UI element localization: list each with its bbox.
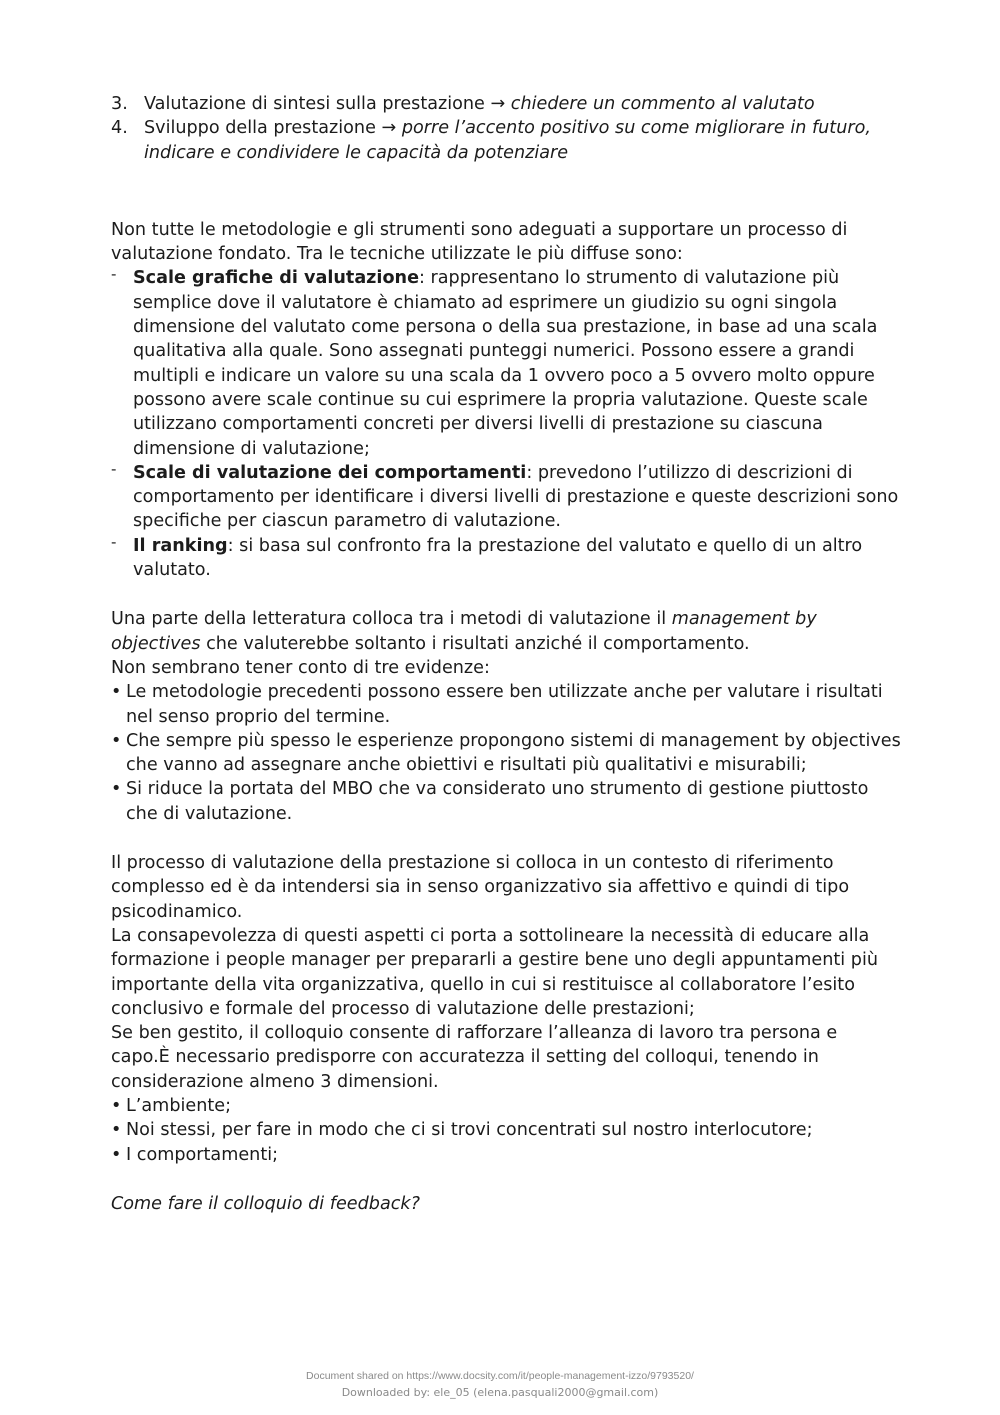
technique-text: : rappresentano lo strumento di valutazione più semplice dove il valutatore è chiamato ad esprimere un giudizio su ogni singola dimensione del valutato come persona o della sua prestazione, in base ad una scala qualitativa alla quale. Sono assegnati punteggi numerici. Possono essere a grandi multipli e indicare un valore su una scala da 1 ovvero poco a 5 ovvero molto oppure possono avere scale continue su cui esprimere la propria valutazione. Queste scale utilizzano comportamenti concreti per diversi livelli di prestazione su ciascuna dimensione di valutazione; xyxy=(133,268,878,459)
technique-title: Scale di valutazione dei comportamenti xyxy=(133,462,527,483)
closing-text: Come fare il colloquio di feedback? xyxy=(111,1193,420,1214)
dimensions-list xyxy=(111,1094,901,1167)
process-paragraph: Il processo di valutazione della prestazione si colloca in un contesto di riferimento complesso ed è da intendersi sia in senso organizzativo sia affettivo e quindi di tipo psicodinamico. xyxy=(111,853,850,922)
mbo-text-end: che valuterebbe soltanto i risultati anziché il comportamento. xyxy=(200,633,750,654)
list-item xyxy=(111,92,901,116)
technique-title: Scale grafiche di valutazione xyxy=(133,268,420,289)
mbo-text: Una parte della letteratura colloca tra i metodi di valutazione il xyxy=(111,609,672,630)
list-number: 4. xyxy=(111,118,128,139)
bullet-marker: • xyxy=(111,779,122,800)
list-item xyxy=(111,266,901,460)
dash-marker: - xyxy=(111,532,117,551)
technique-text: : prevedono l’utilizzo di descrizioni di comportamento per identificare i diversi livelli di prestazione e queste descrizioni sono specifiche per ciascun parametro di valutazione. xyxy=(133,462,899,532)
list-item xyxy=(111,461,901,534)
bullet-marker: • xyxy=(111,1144,122,1165)
mbo-bullet-list xyxy=(111,680,901,826)
bullet-text: Noi stessi, per fare in modo che ci si trovi concentrati sul nostro interlocutore; xyxy=(126,1120,813,1141)
bullet-marker: • xyxy=(111,1095,122,1116)
bullet-text: Si riduce la portata del MBO che va considerato uno strumento di gestione piuttosto che di valutazione. xyxy=(126,779,869,824)
list-item xyxy=(111,1094,901,1118)
dash-marker: - xyxy=(111,459,117,478)
technique-title: Il ranking xyxy=(133,535,228,556)
bullet-marker: • xyxy=(111,730,122,751)
bullet-text: I comportamenti; xyxy=(126,1144,279,1165)
list-item xyxy=(111,680,901,729)
bullet-text: Che sempre più spesso le esperienze propongono sistemi di management by objectives che vanno ad assegnare anche obiettivi e risultati più qualitativi e misurabili; xyxy=(126,730,901,776)
list-number: 3. xyxy=(111,94,128,114)
mbo-emphasis: management by objectives xyxy=(111,609,817,654)
list-text: Valutazione di sintesi sulla prestazione → xyxy=(144,94,511,114)
list-item xyxy=(111,116,901,165)
interview-paragraph: Se ben gestito, il colloquio consente di rafforzare l’alleanza di lavoro tra persona e capo.È necessario predisporre con accuratezza il setting del colloqui, tenendo in considerazione almeno 3 dimensioni. xyxy=(111,1023,838,1092)
list-item xyxy=(111,1118,901,1142)
list-text: Sviluppo della prestazione → xyxy=(144,118,402,139)
list-item xyxy=(111,777,901,826)
footer-downloaded-by: Downloaded by: ele_05 (elena.pasquali2000@gmail.com) xyxy=(341,1386,659,1399)
technique-text: : si basa sul confronto fra la prestazione del valutato e quello di un altro valutato. xyxy=(133,535,863,581)
list-emphasis: porre l’accento positivo su come migliorare in futuro, indicare e condividere le capacità da potenziare xyxy=(144,118,871,163)
list-item xyxy=(111,534,901,583)
intro-paragraph: Non tutte le metodologie e gli strumenti sono adeguati a supportare un processo di valutazione fondato. Tra le tecniche utilizzate le più diffuse sono: xyxy=(111,219,848,265)
bullet-text: Le metodologie precedenti possono essere ben utilizzate anche per valutare i risultati nel senso proprio del termine. xyxy=(126,682,883,727)
awareness-paragraph: La consapevolezza di questi aspetti ci porta a sottolineare la necessità di educare alla formazione i people manager per prepararli a gestire bene uno degli appuntamenti più importante della vita organizzativa, quello in cui si restituisce al collaboratore l’esito conclusivo e formale del processo di valutazione delle prestazioni; xyxy=(111,925,878,1019)
bullet-marker: • xyxy=(111,682,122,703)
list-emphasis: chiedere un commento al valutato xyxy=(510,94,815,114)
mbo-paragraph xyxy=(111,607,901,656)
list-item xyxy=(111,729,901,778)
bullet-marker: • xyxy=(111,1120,122,1141)
list-item xyxy=(111,1143,901,1167)
footer-shared-link[interactable]: Document shared on https://www.docsity.com/it/people-management-izzo/9793520/ xyxy=(306,1370,694,1382)
dash-marker: - xyxy=(111,265,117,284)
mbo-evidence-intro: Non sembrano tener conto di tre evidenze: xyxy=(111,657,490,678)
closing-question xyxy=(111,1192,901,1216)
document-body xyxy=(111,92,901,1216)
bullet-text: L’ambiente; xyxy=(126,1095,231,1116)
numbered-list xyxy=(111,92,901,165)
techniques-list xyxy=(111,266,901,582)
